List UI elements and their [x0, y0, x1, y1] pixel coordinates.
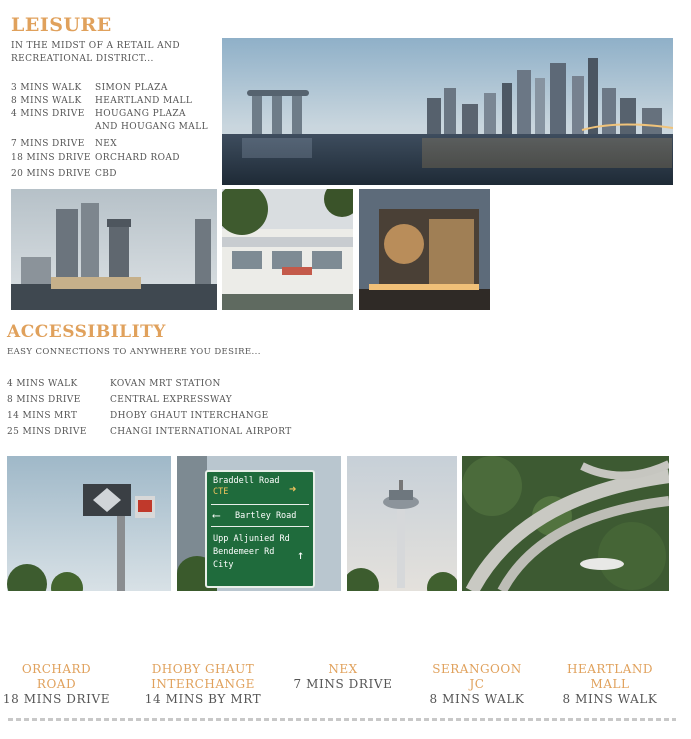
stat-serangoon — [420, 662, 534, 707]
stat-value: 7 MINS DRIVE — [293, 677, 393, 691]
stat-value: 14 MINS BY MRT — [144, 692, 262, 706]
stat-name: NEX — [328, 662, 358, 676]
sign-line-bendemeer: Bendemeer Rd — [213, 547, 275, 557]
accessibility-heading: ACCESSIBILITY — [7, 322, 166, 342]
dashed-divider — [8, 718, 676, 721]
stat-name: JC — [469, 677, 485, 691]
accessibility-time: 25 MINS DRIVE — [7, 427, 87, 437]
accessibility-list — [7, 378, 307, 443]
leisure-place: AND HOUGANG MALL — [95, 122, 208, 132]
sign-line-braddell: Braddell Road — [213, 476, 280, 486]
leisure-place: HEARTLAND MALL — [95, 96, 193, 106]
expressway-photo — [462, 456, 669, 591]
road-sign-photo — [177, 456, 341, 591]
leisure-intro — [11, 40, 180, 66]
city-towers-photo — [11, 189, 217, 310]
mall-photo — [222, 189, 353, 310]
leisure-place: HOUGANG PLAZA — [95, 109, 186, 119]
accessibility-place: CHANGI INTERNATIONAL AIRPORT — [110, 427, 292, 437]
stat-name: SERANGOON — [432, 662, 522, 676]
stat-name: HEARTLAND — [567, 662, 653, 676]
sign-line-bartley: Bartley Road — [235, 511, 297, 521]
stat-dhoby-ghaut — [138, 662, 268, 707]
leisure-time: 8 MINS WALK — [11, 96, 82, 106]
accessibility-time: 14 MINS MRT — [7, 411, 78, 421]
stat-heartland — [553, 662, 667, 707]
sign-line-aljunied: Upp Aljunied Rd — [213, 534, 290, 544]
stat-value: 18 MINS DRIVE — [2, 692, 111, 706]
accessibility-time: 8 MINS DRIVE — [7, 395, 81, 405]
mrt-sign-photo — [7, 456, 171, 591]
sign-line-city: City — [213, 560, 234, 570]
stat-name: MALL — [590, 677, 630, 691]
leisure-place: NEX — [95, 139, 118, 149]
arrow-up-icon: ↑ — [297, 548, 305, 562]
green-road-sign — [205, 470, 315, 588]
leisure-place: ORCHARD ROAD — [95, 153, 180, 163]
accessibility-place: DHOBY GHAUT INTERCHANGE — [110, 411, 269, 421]
leisure-time: 18 MINS DRIVE — [11, 153, 91, 163]
leisure-place: SIMON PLAZA — [95, 83, 168, 93]
leisure-intro-line2: RECREATIONAL DISTRICT... — [11, 54, 154, 64]
leisure-intro-line1: IN THE MIDST OF A RETAIL AND — [11, 41, 180, 51]
stat-name: INTERCHANGE — [151, 677, 255, 691]
stat-name: ORCHARD — [21, 662, 92, 676]
arrow-left-icon: ⟵ — [213, 509, 220, 522]
accessibility-intro: EASY CONNECTIONS TO ANYWHERE YOU DESIRE... — [7, 347, 261, 357]
sign-line-cte: CTE — [213, 487, 229, 497]
changi-tower-photo — [347, 456, 457, 591]
stat-nex — [286, 662, 400, 692]
leisure-list — [11, 82, 216, 182]
leisure-time: 4 MINS DRIVE — [11, 109, 85, 119]
stat-value: 8 MINS WALK — [429, 692, 525, 706]
accessibility-place: KOVAN MRT STATION — [110, 379, 221, 389]
accessibility-place: CENTRAL EXPRESSWAY — [110, 395, 233, 405]
leisure-time: 20 MINS DRIVE — [11, 169, 91, 179]
stat-value: 8 MINS WALK — [562, 692, 658, 706]
hougang-mall-photo — [359, 189, 490, 310]
leisure-heading: LEISURE — [11, 14, 112, 36]
stat-name: ROAD — [36, 677, 77, 691]
skyline-photo — [222, 38, 673, 185]
stat-name: DHOBY GHAUT — [151, 662, 255, 676]
leisure-time: 7 MINS DRIVE — [11, 139, 85, 149]
arrow-right-icon: ➜ — [289, 482, 297, 496]
leisure-time: 3 MINS WALK — [11, 83, 82, 93]
leisure-place: CBD — [95, 169, 117, 179]
accessibility-time: 4 MINS WALK — [7, 379, 78, 389]
stat-orchard — [0, 662, 113, 707]
